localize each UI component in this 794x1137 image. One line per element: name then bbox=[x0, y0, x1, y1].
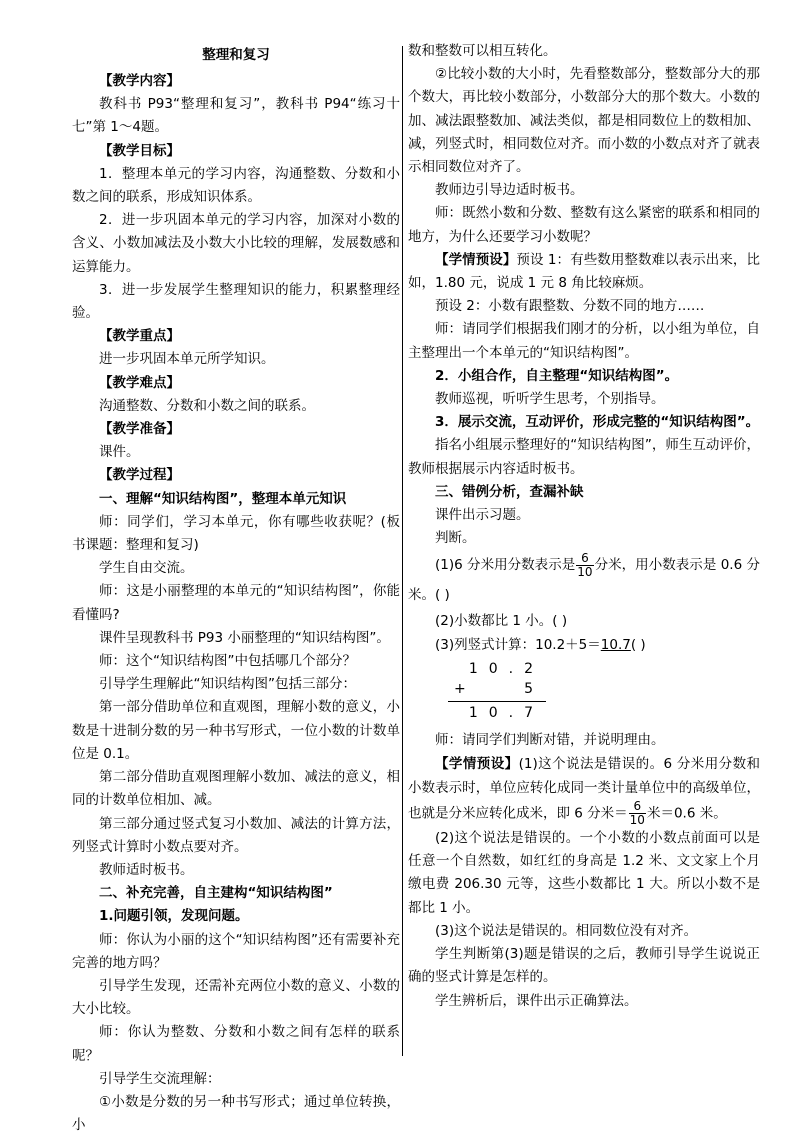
para-key: 进一步巩固本单元所学知识。 bbox=[99, 351, 275, 368]
para: 教师巡视，听听学生思考，个别指导。 bbox=[435, 391, 665, 408]
section-2-title: 二、补充完善，自主建构“知识结构图” bbox=[99, 885, 333, 902]
para: 师：这个“知识结构图”中包括哪几个部分？ bbox=[99, 653, 356, 670]
para: 学生自由交流。 bbox=[99, 560, 194, 577]
para: ①小数是分数的另一种书写形式；通过单位转换，小 bbox=[72, 1093, 400, 1134]
fraction-numerator: 6 bbox=[576, 552, 593, 566]
preset-text-b: 米＝0.6 米。 bbox=[646, 805, 727, 822]
goal-2: 2．进一步巩固本单元的学习内容，加深对小数的含义、小数加减法及小数大小比较的理解，发展数感和运算能力。 bbox=[72, 212, 400, 275]
heading-goals: 【教学目标】 bbox=[99, 142, 180, 159]
subsection-title: 3．展示交流，互动评价，形成完整的“知识结构图”。 bbox=[435, 414, 760, 431]
calc-plus-sign: + bbox=[454, 680, 466, 697]
goal-1: 1．整理本单元的学习内容，沟通整数、分数和小数之间的联系，形成知识体系。 bbox=[72, 165, 400, 206]
q1-text-a: (1)6 分米用分数表示是 bbox=[435, 557, 576, 574]
preset-label: 【学情预设】 bbox=[435, 251, 517, 268]
para-preset bbox=[408, 249, 760, 295]
subsection-title: 1.问题引领，发现问题。 bbox=[99, 908, 249, 925]
para: ②比较小数的大小时，先看整数部分，整数部分大的那个数大，再比较小数部分，小数部分大的那个数大。小数的加、减法跟整数加、减法类似，都是相同数位上的数相加、减，列竖式时，相同数位对齐。而小数的小数点对齐了就表示相同数位对齐了。 bbox=[408, 66, 760, 176]
para: 师：同学们，学习本单元，你有哪些收获呢？(板书课题：整理和复习) bbox=[72, 513, 400, 554]
para: 数和整数可以相互转化。 bbox=[408, 43, 557, 59]
subsection-title: 2．小组合作，自主整理“知识结构图”。 bbox=[435, 367, 679, 384]
heading-difficulty: 【教学难点】 bbox=[99, 374, 180, 391]
para: 引导学生发现，还需补充两位小数的意义、小数的大小比较。 bbox=[72, 977, 400, 1018]
calc-result: 10.7 bbox=[468, 704, 544, 721]
para: 学生判断第(3)题是错误的之后，教师引导学生说说正确的竖式计算是怎样的。 bbox=[408, 946, 760, 986]
vertical-calculation bbox=[408, 659, 760, 725]
para: 预设 2：小数有跟整数、分数不同的地方…… bbox=[435, 298, 705, 315]
heading-process: 【教学过程】 bbox=[99, 467, 180, 484]
para: 教师边引导边适时板书。 bbox=[435, 182, 584, 199]
page-title: 整理和复习 bbox=[202, 47, 270, 63]
fraction-denominator: 10 bbox=[629, 813, 645, 828]
para: 学生辨析后，课件出示正确算法。 bbox=[435, 992, 638, 1009]
para: 教师适时板书。 bbox=[99, 861, 194, 878]
para: 第一部分借助单位和直观图，理解小数的意义，小数是十进制分数的另一种书写形式，一位小数的计数单位是 0.1。 bbox=[72, 699, 400, 762]
calc-addend-1: 10.2 bbox=[468, 660, 544, 677]
calc-line bbox=[448, 701, 546, 702]
left-column bbox=[72, 40, 400, 1137]
fraction bbox=[629, 800, 646, 827]
para: 引导学生理解此“知识结构图”包括三部分： bbox=[99, 676, 356, 693]
para: 师：既然小数和分数、整数有这么紧密的联系和相同的地方，为什么还要学习小数呢？ bbox=[408, 205, 760, 245]
para: 师：你认为整数、分数和小数之间有怎样的联系呢？ bbox=[72, 1024, 400, 1064]
section-1-title: 一、理解“知识结构图”，整理本单元知识 bbox=[99, 490, 347, 507]
heading-key: 【教学重点】 bbox=[99, 328, 180, 345]
para: 师：请同学们判断对错，并说明理由。 bbox=[435, 731, 665, 748]
para: 第二部分借助直观图理解小数加、减法的意义，相同的计数单位相加、减。 bbox=[72, 769, 400, 809]
q3-text-a: (3)列竖式计算：10.2＋5＝ bbox=[435, 636, 601, 653]
para: 课件呈现教科书 P93 小丽整理的“知识结构图”。 bbox=[99, 629, 390, 646]
calc-addend-2: 5 bbox=[524, 680, 544, 697]
para: 师：请同学们根据我们刚才的分析，以小组为单位，自主整理出一个本单元的“知识结构图”。 bbox=[408, 321, 760, 361]
preset-label: 【学情预设】 bbox=[435, 756, 519, 773]
fraction-denominator: 10 bbox=[577, 564, 593, 579]
para: (2)这个说法是错误的。一个小数的小数点前面可以是任意一个自然数，如红红的身高是 1.2 米、文文家上个月缴电费 206.30 元等，这些小数都比 1 大。所以小数不是都比 1 小。 bbox=[408, 830, 760, 916]
right-column bbox=[408, 40, 760, 1013]
heading-content: 【教学内容】 bbox=[99, 73, 180, 89]
question-2: (2)小数都比 1 小。( ) bbox=[435, 613, 568, 630]
para: 师：这是小丽整理的本单元的“知识结构图”，你能看懂吗? bbox=[72, 583, 400, 623]
fraction-numerator: 6 bbox=[629, 800, 646, 814]
para-preset bbox=[408, 752, 760, 827]
goal-3: 3．进一步发展学生整理知识的能力，积累整理经验。 bbox=[72, 281, 400, 322]
q1-text-b: 分米，用小数表示是 0.6 分米。( ) bbox=[408, 557, 760, 604]
para-difficulty: 沟通整数、分数和小数之间的联系。 bbox=[99, 397, 315, 414]
q3-answer: 10.7 bbox=[600, 636, 631, 653]
question-1 bbox=[408, 550, 760, 610]
para: (3)这个说法是错误的。相同数位没有对齐。 bbox=[435, 922, 698, 939]
fraction bbox=[576, 552, 593, 579]
preset-text-a: (1)这个说法是错误的。6 分米用分数和小数表示时，单位应转化成同一类计量单位中的高级单位，也就是分米应转化成米，即 6 分米＝ bbox=[408, 756, 760, 822]
question-3 bbox=[408, 634, 760, 657]
q3-text-b: ( ) bbox=[630, 636, 646, 653]
heading-prep: 【教学准备】 bbox=[99, 421, 180, 438]
para-prep: 课件。 bbox=[99, 444, 140, 461]
para-content: 教科书 P93“整理和复习”，教科书 P94“练习十七”第 1～4题。 bbox=[72, 96, 400, 136]
para: 指名小组展示整理好的“知识结构图”，师生互动评价，教师根据展示内容适时板书。 bbox=[408, 437, 760, 477]
para: 课件出示习题。 bbox=[435, 507, 530, 524]
para: 第三部分通过竖式复习小数加、减法的计算方法，列竖式计算时小数点要对齐。 bbox=[72, 815, 400, 855]
para: 引导学生交流理解： bbox=[99, 1070, 221, 1087]
column-divider bbox=[402, 46, 403, 1056]
para: 判断。 bbox=[435, 530, 476, 547]
para: 师：你认为小丽的这个“知识结构图”还有需要补充完善的地方吗？ bbox=[72, 931, 400, 971]
section-3-title: 三、错例分析，查漏补缺 bbox=[435, 483, 584, 500]
preset-text: 预设 1：有些数用整数难以表示出来，比如，1.80 元，说成 1 元 8 角比较麻烦。 bbox=[408, 251, 760, 292]
